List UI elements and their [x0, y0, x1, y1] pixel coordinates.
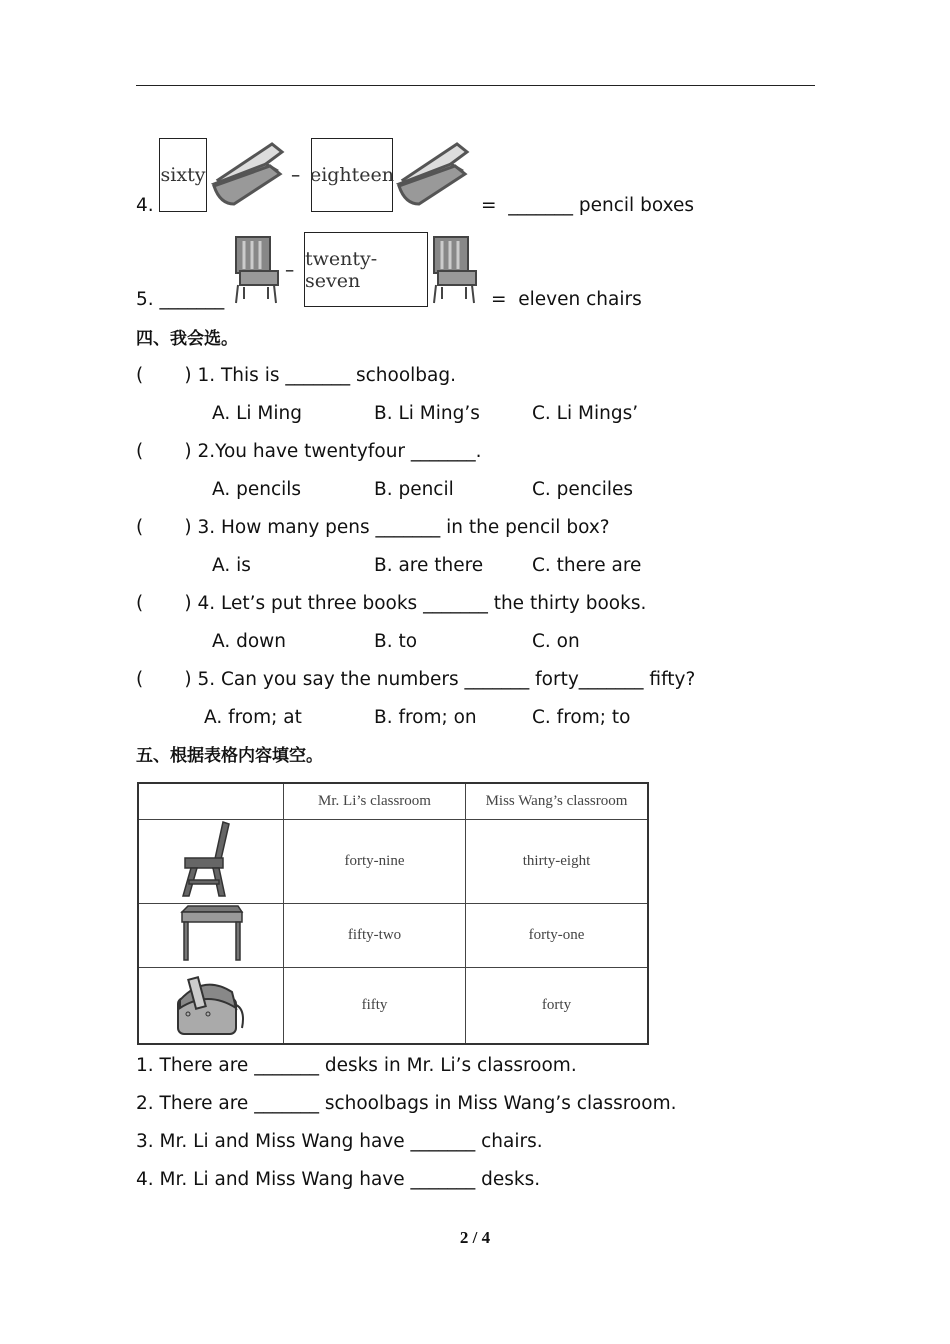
option-b: B. Li Ming’s	[374, 403, 480, 424]
header-rule	[136, 85, 815, 86]
table-cell: thirty-eight	[466, 819, 649, 903]
desk-icon	[138, 903, 284, 967]
option-a: A. pencils	[212, 479, 302, 500]
option-b: B. pencil	[374, 479, 454, 500]
fill-sentence-3: 3. Mr. Li and Miss Wang have _______ chairs.	[136, 1131, 543, 1152]
pencil-box-icon	[395, 140, 470, 208]
table-cell: fifty-two	[284, 903, 466, 967]
q5-result: = eleven chairs	[491, 289, 642, 310]
minus-sign: –	[291, 165, 301, 186]
table-cell: fifty	[284, 967, 466, 1044]
option-b: B. from; on	[374, 707, 477, 728]
pencil-box-icon	[210, 140, 285, 208]
section4-title: 四、我会选。	[136, 329, 238, 349]
header-cell: Miss Wang’s classroom	[466, 783, 649, 819]
page-number: 2 / 4	[459, 1228, 491, 1247]
section5-title: 五、根据表格内容填空。	[136, 746, 323, 766]
option-b: B. to	[374, 631, 418, 652]
fill-sentence-2: 2. There are _______ schoolbags in Miss Wang’s classroom.	[136, 1093, 677, 1114]
table-header-row	[138, 783, 648, 819]
header-cell	[138, 783, 284, 819]
question-5: ( ) 5. Can you say the numbers _______ forty_______ fifty?	[136, 669, 696, 690]
option-c: C. on	[532, 631, 580, 652]
q4-word-box-1: sixty	[159, 138, 207, 212]
table-cell: forty	[466, 967, 649, 1044]
q5-answer-blank: 5. _______	[136, 289, 225, 310]
question-1: ( ) 1. This is _______ schoolbag.	[136, 365, 457, 386]
chair-icon	[230, 235, 282, 305]
option-c: C. from; to	[532, 707, 631, 728]
minus-sign: –	[285, 260, 295, 281]
chair-icon	[138, 819, 284, 903]
option-c: C. Li Mings’	[532, 403, 639, 424]
q4-word-box-2: eighteen	[311, 138, 393, 212]
option-b: B. are there	[374, 555, 484, 576]
table-cell: forty-nine	[284, 819, 466, 903]
fill-sentence-1: 1. There are _______ desks in Mr. Li’s classroom.	[136, 1055, 577, 1076]
table-row	[138, 967, 648, 1044]
table-row	[138, 903, 648, 967]
header-cell: Mr. Li’s classroom	[284, 783, 466, 819]
option-c: C. penciles	[532, 479, 634, 500]
question-4: ( ) 4. Let’s put three books _______ the thirty books.	[136, 593, 647, 614]
option-a: A. is	[212, 555, 251, 576]
q4-number: 4.	[136, 195, 154, 216]
option-a: A. down	[212, 631, 287, 652]
option-c: C. there are	[532, 555, 642, 576]
question-3: ( ) 3. How many pens _______ in the pencil box?	[136, 517, 610, 538]
schoolbag-icon	[138, 967, 284, 1044]
chair-icon	[428, 235, 480, 305]
table-row	[138, 819, 648, 903]
fill-sentence-4: 4. Mr. Li and Miss Wang have _______ desks.	[136, 1169, 541, 1190]
option-a: A. from; at	[204, 707, 302, 728]
q5-word-box: twenty-seven	[304, 232, 428, 307]
classroom-table	[137, 782, 649, 1045]
question-2: ( ) 2.You have twentyfour _______.	[136, 441, 482, 462]
option-a: A. Li Ming	[212, 403, 302, 424]
table-cell: forty-one	[466, 903, 649, 967]
q4-answer: = _______ pencil boxes	[481, 195, 694, 216]
